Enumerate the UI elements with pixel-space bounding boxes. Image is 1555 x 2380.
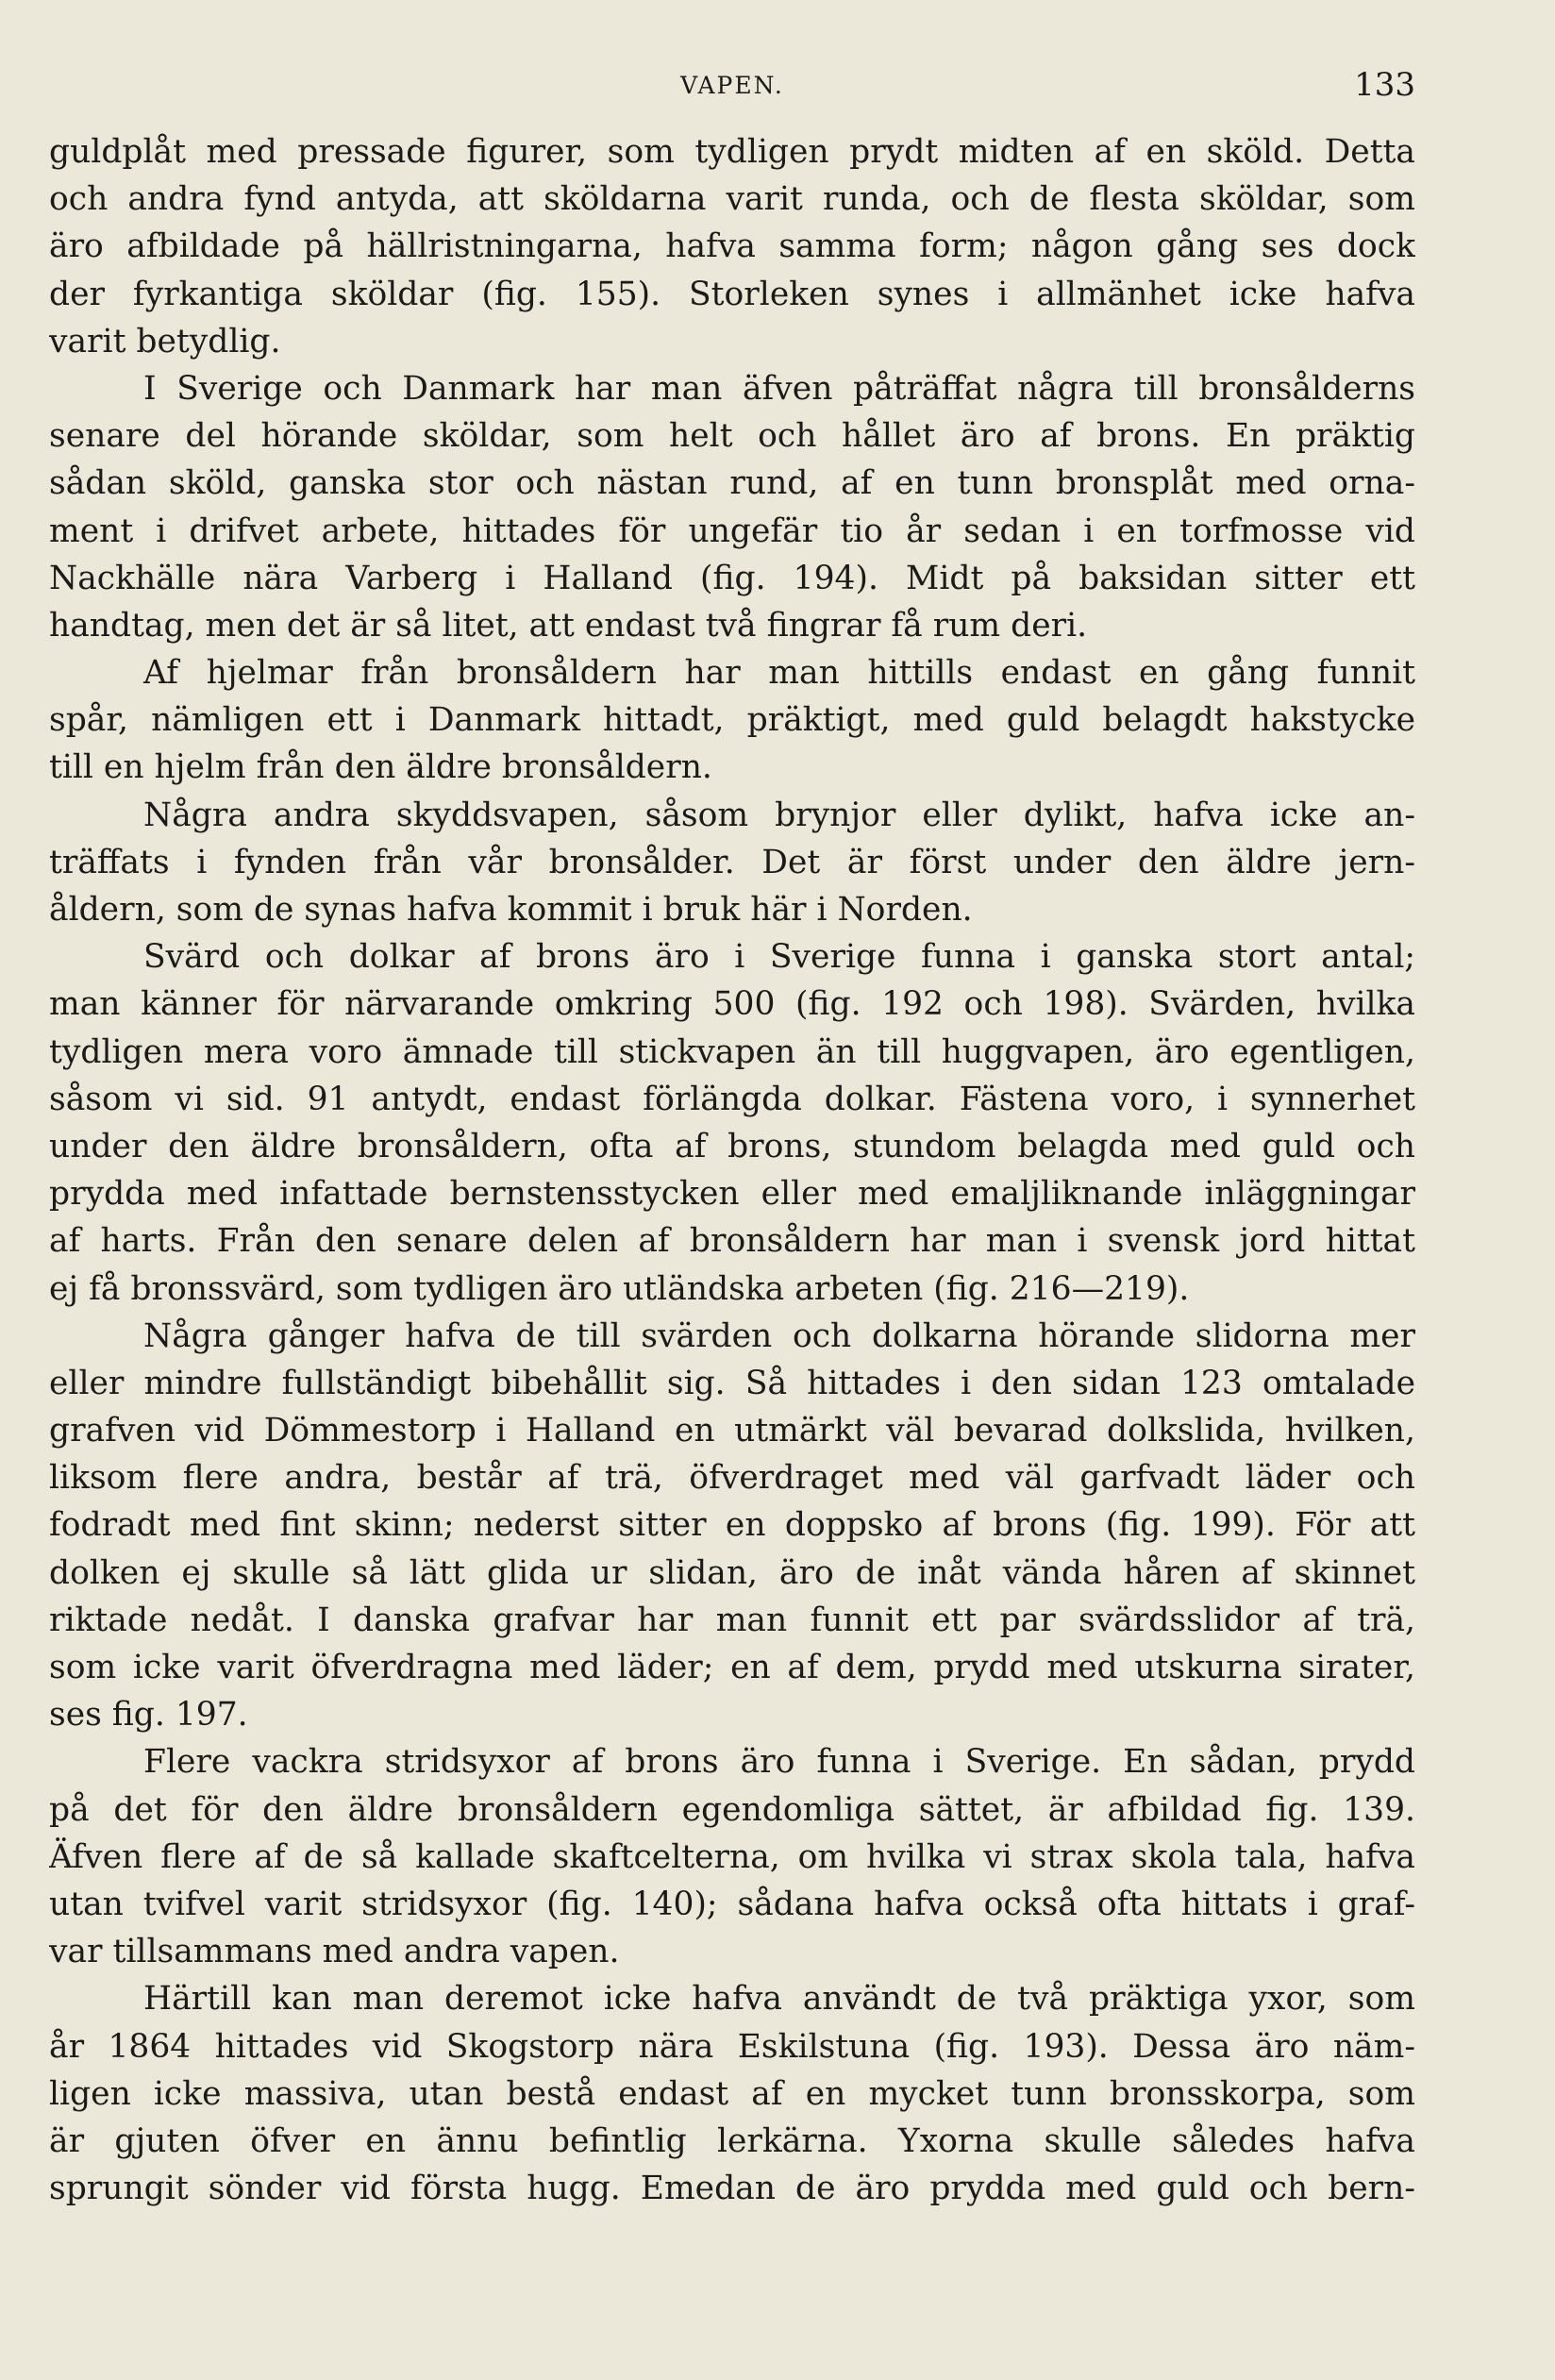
text-line: utan tvifvel varit stridsyxor (fig. 140); sådana hafva också ofta hittats i graf- <box>49 1885 1415 1923</box>
text-line: senare del hörande sköldar, som helt och hållet äro af brons. En präktig <box>49 417 1415 456</box>
text-line: fodradt med fint skinn; nederst sitter en doppsko af brons (fig. 199). För att <box>49 1506 1415 1545</box>
text-line: Nackhälle nära Varberg i Halland (fig. 194). Midt på baksidan sitter ett <box>49 559 1415 597</box>
text-line: der fyrkantiga sköldar (fig. 155). Storleken synes i allmänhet icke hafva <box>49 275 1415 313</box>
text-line: såsom vi sid. 91 antydt, endast förlängda dolkar. Fästena voro, i synnerhet <box>49 1080 1415 1118</box>
text-line: Äfven flere af de så kallade skaftcelterna, om hvilka vi strax skola tala, hafva <box>49 1837 1415 1876</box>
text-line: I Sverige och Danmark har man äfven påträffat några till bronsålderns <box>143 369 1415 408</box>
text-line: Härtill kan man deremot icke hafva användt de två präktiga yxor, som <box>143 1980 1415 2019</box>
text-line: eller mindre fullständigt bibehållit sig. Så hittades i den sidan 123 omtalade <box>49 1364 1415 1402</box>
text-line: och andra fynd antyda, att sköldarna varit runda, och de flesta sköldar, som <box>49 180 1415 219</box>
text-line: grafven vid Dömmestorp i Halland en utmärkt väl bevarad dolkslida, hvilken, <box>49 1412 1415 1450</box>
text-line: sådan sköld, ganska stor och nästan rund, af en tunn bronsplåt med orna- <box>49 464 1415 503</box>
text-line: handtag, men det är så litet, att endast två fingrar få rum deri. <box>49 606 1088 645</box>
text-line: prydda med infattade bernstensstycken eller med emaljliknande inläggningar <box>49 1175 1415 1214</box>
text-line: Flere vackra stridsyxor af brons äro funna i Sverige. En sådan, prydd <box>143 1743 1415 1782</box>
text-line: Några andra skyddsvapen, såsom brynjor eller dylikt, hafva icke an- <box>143 796 1415 834</box>
text-line: till en hjelm från den äldre bronsåldern. <box>49 748 712 787</box>
text-line: under den äldre bronsåldern, ofta af brons, stundom belagda med guld och <box>49 1127 1415 1165</box>
text-line: sprungit sönder vid första hugg. Emedan de äro prydda med guld och bern- <box>49 2170 1415 2208</box>
text-line: dolken ej skulle så lätt glida ur slidan, äro de inåt vända håren af skinnet <box>49 1553 1415 1592</box>
text-line: Svärd och dolkar af brons äro i Sverige funna i ganska stort antal; <box>143 938 1415 977</box>
text-line: på det för den äldre bronsåldern egendomliga sättet, är afbildad fig. 139. <box>49 1790 1415 1829</box>
text-line: man känner för närvarande omkring 500 (fig. 192 och 198). Svärden, hvilka <box>49 985 1415 1024</box>
body-text <box>49 128 1415 2212</box>
text-line: Af hjelmar från bronsåldern har man hittills endast en gång funnit <box>143 654 1415 693</box>
text-line: träffats i fynden från vår bronsålder. Det är först under den äldre jern- <box>49 843 1415 881</box>
text-line: åldern, som de synas hafva kommit i bruk här i Norden. <box>49 891 973 929</box>
page-number: 133 <box>1354 66 1415 104</box>
text-line: var tillsammans med andra vapen. <box>49 1933 620 1971</box>
text-line: äro afbildade på hällristningarna, hafva samma form; någon gång ses dock <box>49 227 1415 266</box>
chapter-title: VAPEN. <box>680 72 784 99</box>
text-line: tydligen mera voro ämnade till stickvapen än till huggvapen, äro egentligen, <box>49 1032 1415 1071</box>
text-line: som icke varit öfverdragna med läder; en af dem, prydd med utskurna sirater, <box>49 1649 1415 1686</box>
text-line: guldplåt med pressade figurer, som tydligen prydt midten af en sköld. Detta <box>49 133 1415 171</box>
text-line: ment i drifvet arbete, hittades för ungefär tio år sedan i en torfmosse vid <box>49 511 1415 550</box>
text-line: Några gånger hafva de till svärden och dolkarna hörande slidorna mer <box>143 1316 1415 1355</box>
text-line: riktade nedåt. I danska grafvar har man funnit ett par svärdsslidor af trä, <box>49 1601 1415 1639</box>
text-line: ej få bronssvärd, som tydligen äro utländska arbeten (fig. 216—219). <box>49 1269 1190 1308</box>
running-head <box>49 66 1415 104</box>
text-line: ligen icke massiva, utan bestå endast af en mycket tunn bronsskorpa, som <box>49 2074 1415 2113</box>
text-line: är gjuten öfver en ännu befintlig lerkärna. Yxorna skulle således hafva <box>49 2121 1415 2160</box>
text-line: ses fig. 197. <box>49 1696 248 1735</box>
text-line: år 1864 hittades vid Skogstorp nära Eskilstuna (fig. 193). Dessa äro näm- <box>49 2027 1415 2066</box>
text-line: varit betydlig. <box>49 322 281 360</box>
text-line: liksom flere andra, består af trä, öfverdraget med väl garfvadt läder och <box>49 1459 1415 1498</box>
text-line: spår, nämligen ett i Danmark hittadt, präktigt, med guld belagdt hakstycke <box>49 701 1415 740</box>
text-line: af harts. Från den senare delen af bronsåldern har man i svensk jord hittat <box>49 1222 1415 1261</box>
